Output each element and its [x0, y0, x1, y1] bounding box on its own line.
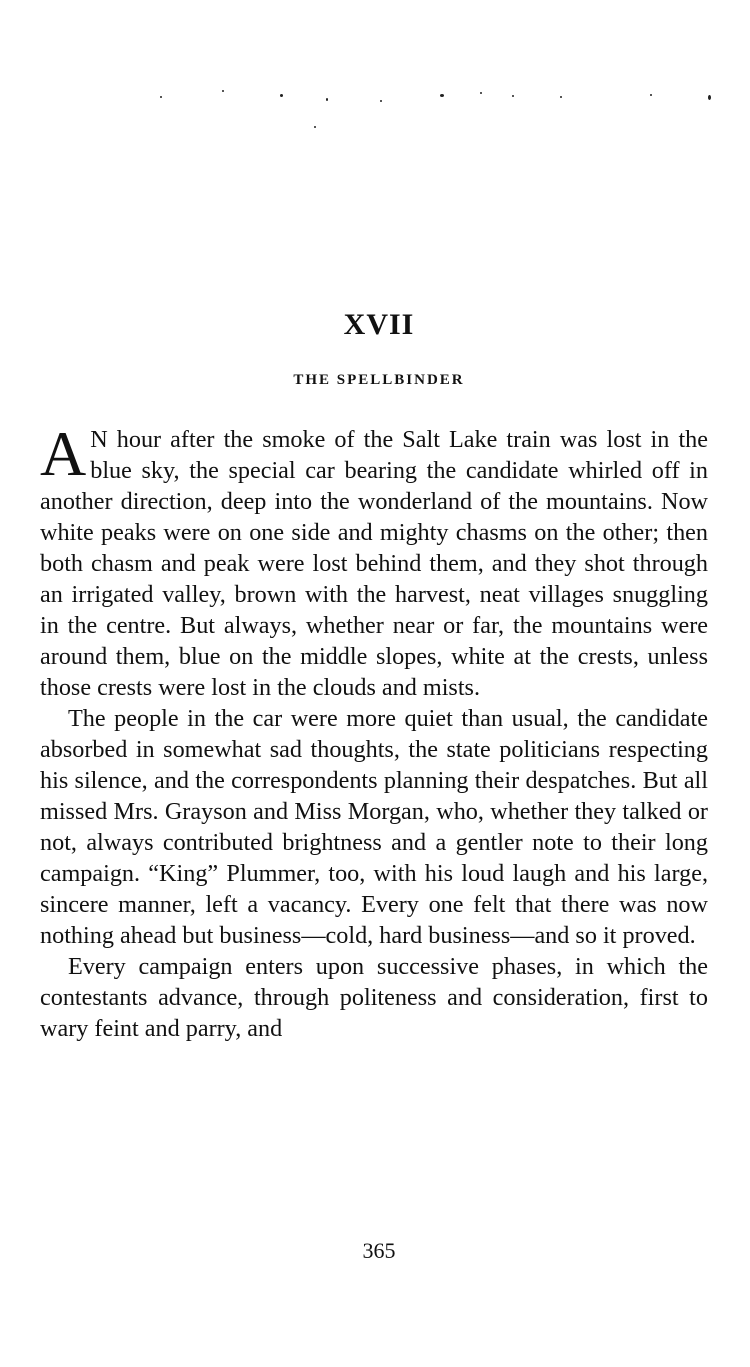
- speck: [326, 98, 328, 101]
- speck: [160, 96, 162, 98]
- page-number: 365: [362, 1238, 396, 1263]
- paragraph-1-text: N hour after the smoke of the Salt Lake train was lost in the blue sky, the special car bearing the candidate whirled off in another direction, deep into the wonderland of the mountains. Now white peaks were on one side and mighty chasms on the other; then both chasm and peak were lost behind them, and they shot through an irrigated valley, brown with the harvest, neat villages snuggling in the centre. But always, whether near or far, the mountains were around them, blue on the middle slopes, white at the crests, unless those crests were lost in the clouds and mists.: [40, 426, 708, 701]
- chapter-number: XVII: [343, 308, 415, 341]
- body-text: [40, 418, 708, 1044]
- scan-specks: [150, 86, 720, 136]
- paragraph-3: Every campaign enters upon successive phases, in which the contestants advance, through politeness and consideration, first to wary feint and parry, and: [40, 953, 708, 1042]
- speck: [280, 94, 283, 97]
- speck: [440, 94, 444, 97]
- speck: [560, 96, 562, 98]
- speck: [708, 95, 711, 100]
- speck: [650, 94, 652, 96]
- drop-cap: A: [40, 418, 87, 489]
- paragraph-2: The people in the car were more quiet than usual, the candidate absorbed in somewhat sad thoughts, the state politicians respecting his silence, and the correspondents planning their despatches. But all missed Mrs. Grayson and Miss Morgan, who, whether they talked or not, always contributed brightness and a gentler note to their long campaign. “King” Plummer, too, with his loud laugh and his large, sincere manner, left a vacancy. Every one felt that there was now nothing ahead but business—cold, hard business—and so it proved.: [40, 705, 708, 949]
- speck: [512, 95, 514, 97]
- speck: [222, 90, 224, 92]
- speck: [480, 92, 482, 94]
- chapter-title: THE SPELLBINDER: [293, 372, 465, 388]
- paragraph-1: [40, 418, 708, 703]
- speck: [380, 100, 382, 102]
- speck: [314, 126, 316, 128]
